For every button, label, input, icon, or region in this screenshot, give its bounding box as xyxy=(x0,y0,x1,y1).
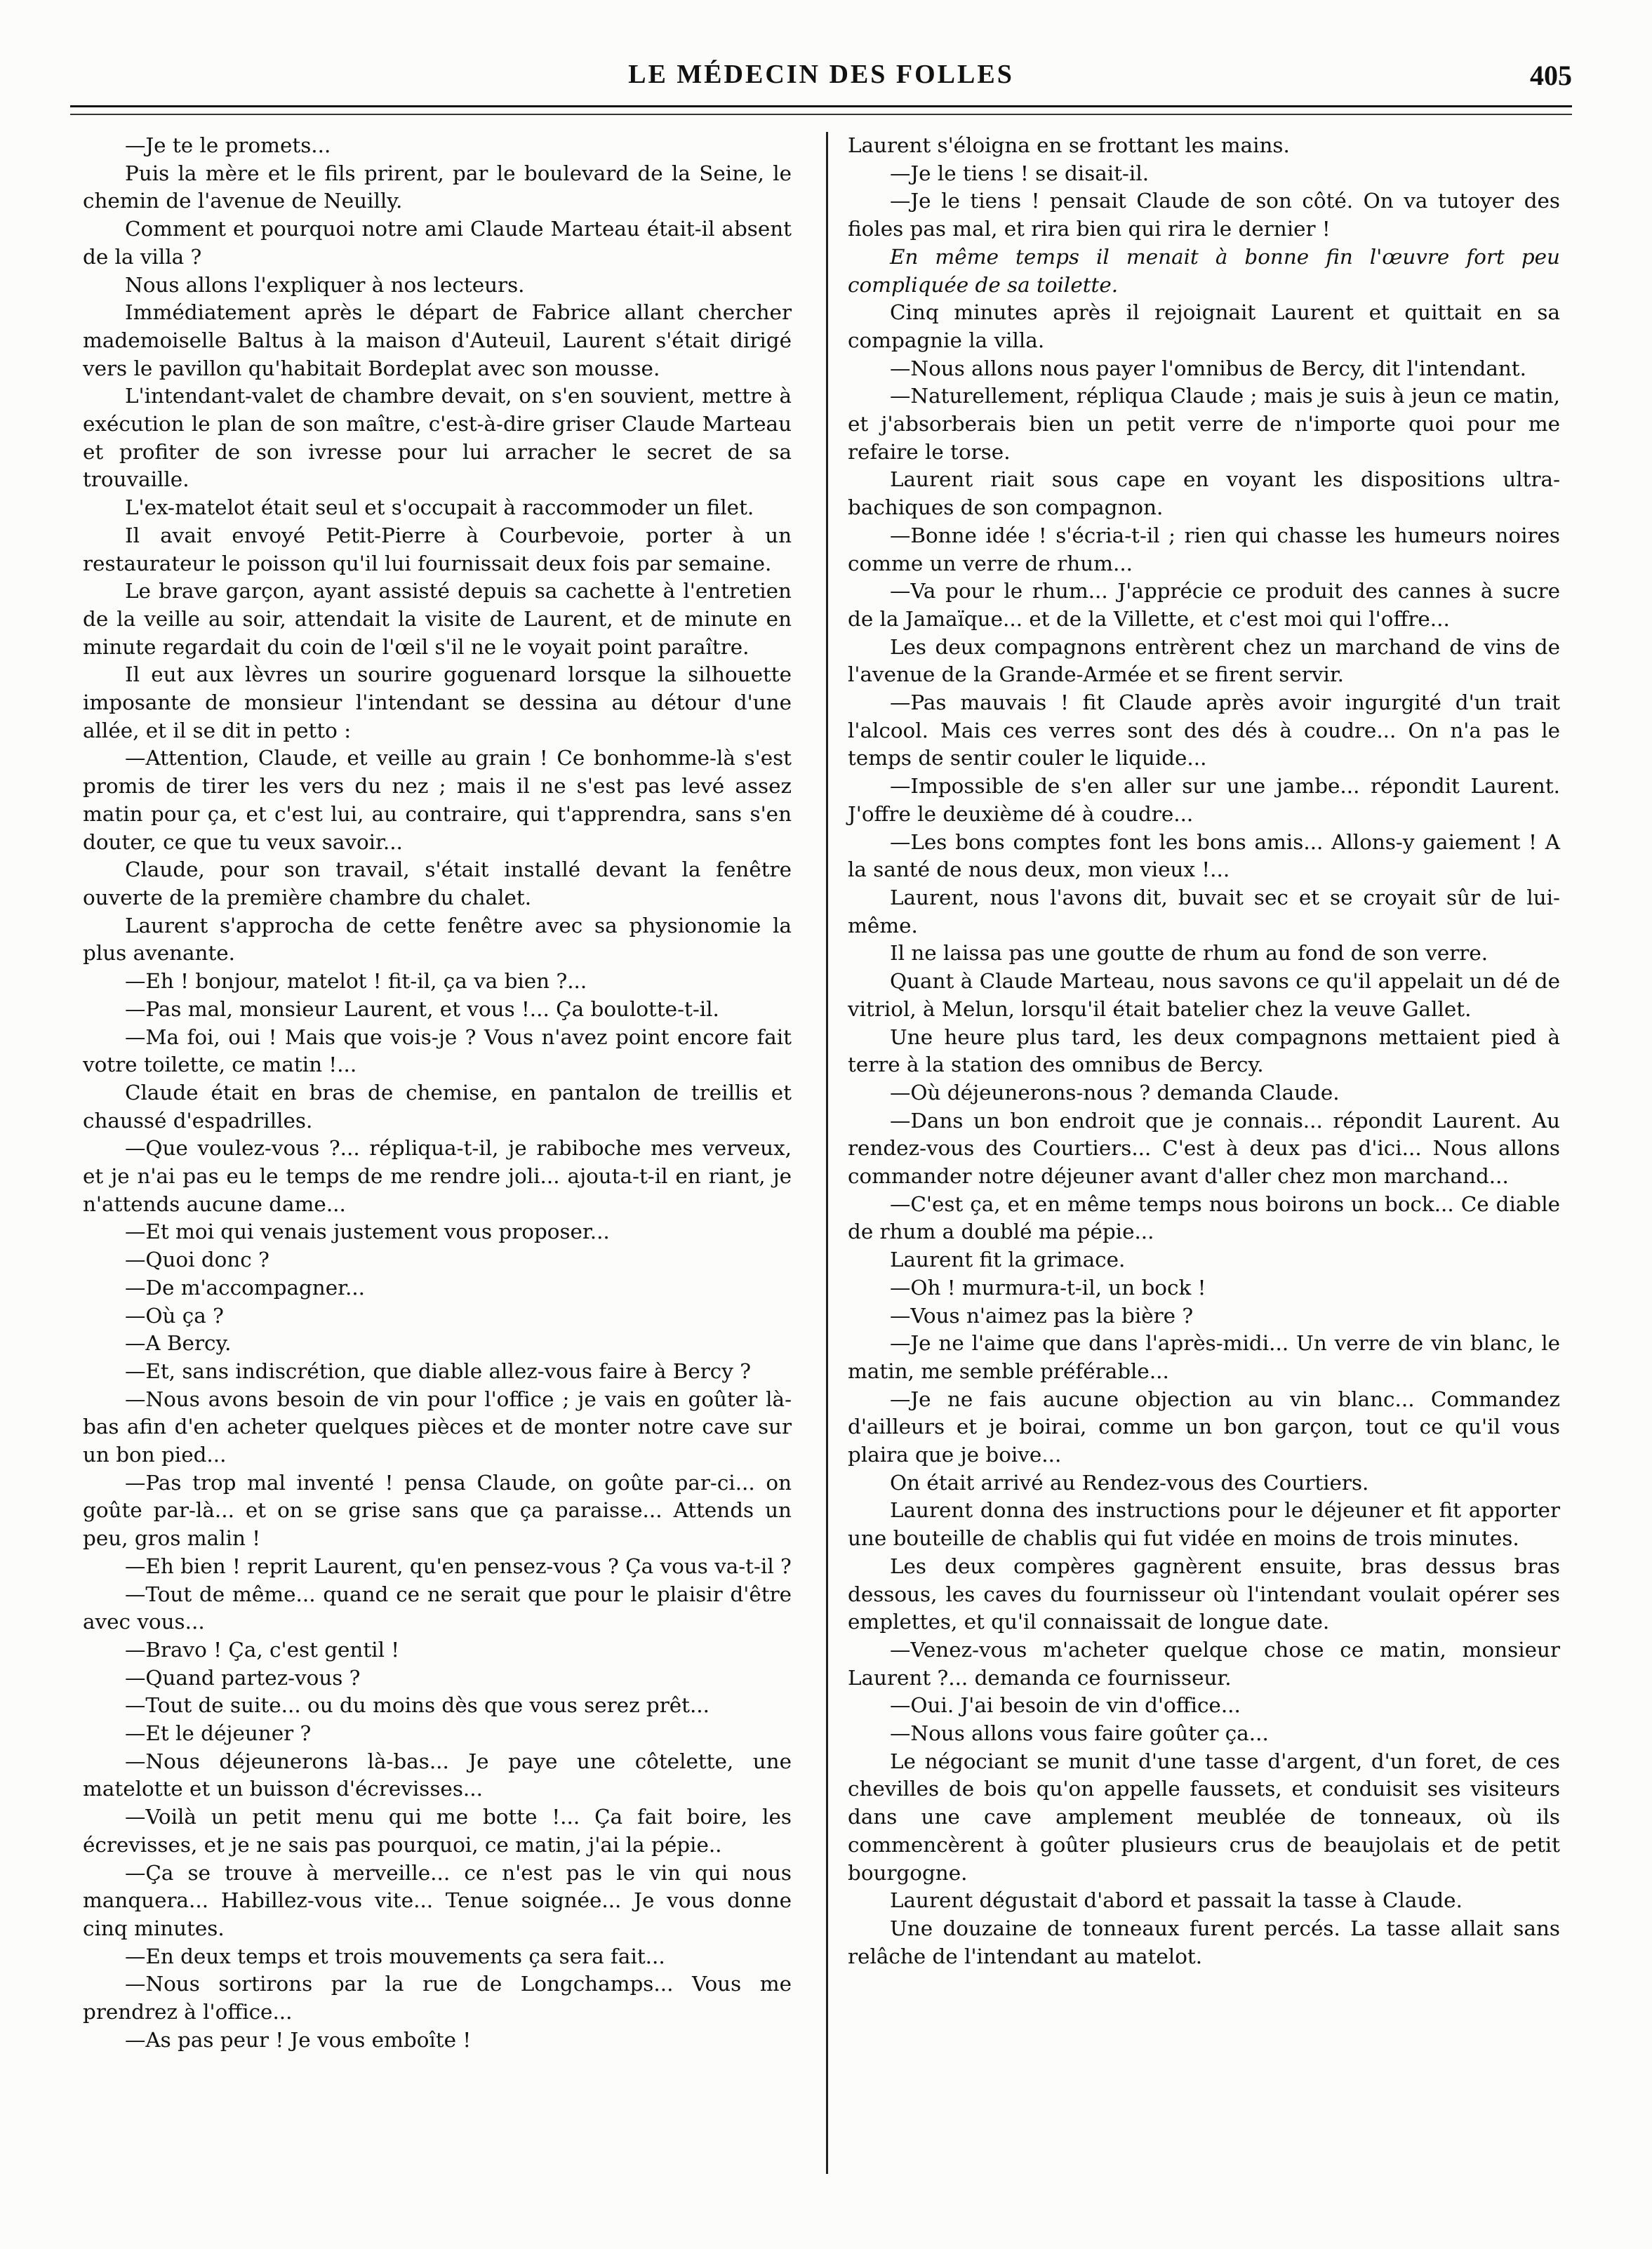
paragraph: Les deux compagnons entrèrent chez un marchand de vins de l'avenue de la Grande-Armée et se firent servir. xyxy=(848,634,1560,687)
column-divider xyxy=(826,132,828,2174)
paragraph: —Et le déjeuner ? xyxy=(125,1721,312,1746)
paragraph: Il avait envoyé Petit-Pierre à Courbevoie, porter à un restaurateur le poisson qu'il lui fournissait deux fois par semaine. xyxy=(83,523,792,575)
left-column xyxy=(83,132,792,2055)
paragraph: —Où ça ? xyxy=(125,1303,224,1328)
paragraph: —Oh ! murmura-t-il, un bock ! xyxy=(890,1275,1206,1300)
paragraph: —Et, sans indiscrétion, que diable allez-vous faire à Bercy ? xyxy=(125,1359,751,1383)
paragraph: —Où déjeunerons-nous ? demanda Claude. xyxy=(890,1080,1340,1105)
paragraph: —Vous n'aimez pas la bière ? xyxy=(890,1303,1194,1328)
paragraph: Puis la mère et le fils prirent, par le boulevard de la Seine, le chemin de l'avenue de Neuilly. xyxy=(83,161,792,213)
paragraph: —Ça se trouve à merveille... ce n'est pas le vin qui nous manquera... Habillez-vous vite... Tenue soignée... Je vous donne cinq minutes. xyxy=(83,1860,792,1940)
paragraph: Cinq minutes après il rejoignait Laurent et quittait en sa compagnie la villa. xyxy=(848,300,1560,352)
paragraph: —Nous avons besoin de vin pour l'office ; je vais en goûter là-bas afin d'en acheter quelques pièces et de monter notre cave sur un bon pied... xyxy=(83,1387,792,1467)
paragraph: —Ma foi, oui ! Mais que vois-je ? Vous n'avez point encore fait votre toilette, ce matin !... xyxy=(83,1025,792,1077)
paragraph: —C'est ça, et en même temps nous boirons un bock... Ce diable de rhum a doublé ma pépie... xyxy=(848,1192,1560,1244)
paragraph: —Les bons comptes font les bons amis... Allons-y gaiement ! A la santé de nous deux, mon vieux !... xyxy=(848,829,1560,882)
paragraph: —Dans un bon endroit que je connais... répondit Laurent. Au rendez-vous des Courtiers... C'est à deux pas d'ici... Nous allons commander notre déjeuner avant d'aller chez mon marchand... xyxy=(848,1108,1560,1189)
paragraph: Une douzaine de tonneaux furent percés. La tasse allait sans relâche de l'intendant au matelot. xyxy=(848,1916,1560,1968)
paragraph: Comment et pourquoi notre ami Claude Marteau était-il absent de la villa ? xyxy=(83,217,792,269)
paragraph: —Nous allons nous payer l'omnibus de Bercy, dit l'intendant. xyxy=(890,356,1526,380)
paragraph: Laurent, nous l'avons dit, buvait sec et se croyait sûr de lui-même. xyxy=(848,885,1560,937)
paragraph: L'intendant-valet de chambre devait, on s'en souvient, mettre à exécution le plan de son maître, c'est-à-dire griser Claude Marteau et profiter de son ivresse pour lui arracher le secret de sa trouvaille. xyxy=(83,384,792,492)
paragraph: —Quand partez-vous ? xyxy=(125,1665,361,1690)
paragraph: —Que voulez-vous ?... répliqua-t-il, je rabiboche mes verveux, et je n'ai pas eu le temps de me rendre joli... ajouta-t-il en riant, je n'attends aucune dame... xyxy=(83,1136,792,1216)
paragraph: Claude, pour son travail, s'était installé devant la fenêtre ouverte de la première chambre du chalet. xyxy=(83,857,792,909)
paragraph: Claude était en bras de chemise, en pantalon de treillis et chaussé d'espadrilles. xyxy=(83,1080,792,1133)
paragraph: Laurent s'éloigna en se frottant les mains. xyxy=(848,133,1290,157)
page-number: 405 xyxy=(1530,60,1572,91)
paragraph: —Bravo ! Ça, c'est gentil ! xyxy=(125,1637,400,1662)
paragraph: Laurent donna des instructions pour le déjeuner et fit apporter une bouteille de chablis qui fut vidée en moins de trois minutes. xyxy=(848,1498,1560,1551)
paragraph: —Pas trop mal inventé ! pensa Claude, on goûte par-ci... on goûte par-là... et on se grise sans que ça paraisse... Attends un peu, gros malin ! xyxy=(83,1470,792,1551)
paragraph: Une heure plus tard, les deux compagnons mettaient pied à terre à la station des omnibus de Bercy. xyxy=(848,1025,1560,1077)
paragraph: —Je te le promets... xyxy=(125,133,331,157)
paragraph: Il eut aux lèvres un sourire goguenard lorsque la silhouette imposante de monsieur l'intendant se dessina au détour d'une allée, et il se dit in petto : xyxy=(83,662,792,742)
paragraph: —Eh bien ! reprit Laurent, qu'en pensez-vous ? Ça vous va-t-il ? xyxy=(125,1554,792,1578)
paragraph: Laurent dégustait d'abord et passait la tasse à Claude. xyxy=(890,1888,1463,1913)
paragraph: —Tout de suite... ou du moins dès que vous serez prêt... xyxy=(125,1693,710,1718)
paragraph: —Je ne l'aime que dans l'après-midi... Un verre de vin blanc, le matin, me semble préférable... xyxy=(848,1331,1560,1383)
paragraph: —Je le tiens ! pensait Claude de son côté. On va tutoyer des fioles pas mal, et rira bien qui rira le dernier ! xyxy=(848,189,1560,241)
paragraph: —Voilà un petit menu qui me botte !... Ça fait boire, les écrevisses, et je ne sais pas pourquoi, ce matin, j'ai la pépie.. xyxy=(83,1805,792,1857)
running-title: LE MÉDECIN DES FOLLES xyxy=(628,60,1014,89)
paragraph: —Pas mal, monsieur Laurent, et vous !... Ça boulotte-t-il. xyxy=(125,996,719,1021)
paragraph: —A Bercy. xyxy=(125,1331,232,1356)
paragraph: —En deux temps et trois mouvements ça sera fait... xyxy=(125,1944,665,1968)
paragraph: Laurent s'approcha de cette fenêtre avec sa physionomie la plus avenante. xyxy=(83,913,792,966)
paragraph: —Bonne idée ! s'écria-t-il ; rien qui chasse les humeurs noires comme un verre de rhum... xyxy=(848,523,1560,575)
paragraph: L'ex-matelot était seul et s'occupait à raccommoder un filet. xyxy=(125,495,754,520)
paragraph: —As pas peur ! Je vous emboîte ! xyxy=(125,2027,472,2052)
paragraph: Le négociant se munit d'une tasse d'argent, d'un foret, de ces chevilles de bois qu'on appelle faussets, et conduisit ses visiteurs dans une cave amplement meublée de tonneaux, où ils commencèrent à goûter plusieurs crus de beaujolais et de petit bourgogne. xyxy=(848,1749,1560,1885)
paragraph: Il ne laissa pas une goutte de rhum au fond de son verre. xyxy=(890,941,1488,966)
paragraph: —Venez-vous m'acheter quelque chose ce matin, monsieur Laurent ?... demanda ce fournisseur. xyxy=(848,1637,1560,1690)
paragraph: —Nous allons vous faire goûter ça... xyxy=(890,1721,1269,1746)
paragraph: —Et moi qui venais justement vous proposer... xyxy=(125,1220,610,1244)
paragraph: —Impossible de s'en aller sur une jambe... répondit Laurent. J'offre le deuxième dé à coudre... xyxy=(848,774,1560,826)
paragraph: —Nous sortirons par la rue de Longchamps... Vous me prendrez à l'office... xyxy=(83,1972,792,2024)
paragraph: —Pas mauvais ! fit Claude après avoir ingurgité d'un trait l'alcool. Mais ces verres sont des dés à coudre... On n'a pas le temps de sentir couler le liquide... xyxy=(848,690,1560,770)
paragraph: On était arrivé au Rendez-vous des Courtiers. xyxy=(890,1470,1369,1495)
paragraph: En même temps il menait à bonne fin l'œuvre fort peu compliquée de sa toilette. xyxy=(848,244,1560,297)
paragraph: —Eh ! bonjour, matelot ! fit-il, ça va bien ?... xyxy=(125,969,587,994)
paragraph: —Attention, Claude, et veille au grain ! Ce bonhomme-là s'est promis de tirer les vers du nez ; mais il ne s'est pas levé assez matin pour ça, et c'est lui, au contraire, qui t'apprendra, sans s'en douter, ce que tu veux savoir... xyxy=(83,746,792,854)
paragraph: Le brave garçon, ayant assisté depuis sa cachette à l'entretien de la veille au soir, attendait la visite de Laurent, et de minute en minute regardait du coin de l'œil s'il ne le voyait point paraître. xyxy=(83,579,792,659)
paragraph: —Va pour le rhum... J'apprécie ce produit des cannes à sucre de la Jamaïque... et de la Villette, et c'est moi qui l'offre... xyxy=(848,579,1560,631)
paragraph: Les deux compères gagnèrent ensuite, bras dessus bras dessous, les caves du fournisseur où l'intendant voulait opérer ses emplettes, et qu'il connaissait de longue date. xyxy=(848,1554,1560,1634)
paragraph: Immédiatement après le départ de Fabrice allant chercher mademoiselle Baltus à la maison d'Auteuil, Laurent s'était dirigé vers le pavillon qu'habitait Bordeplat avec son mousse. xyxy=(83,300,792,380)
paragraph: —Tout de même... quand ce ne serait que pour le plaisir d'être avec vous... xyxy=(83,1582,792,1634)
paragraph: —Je le tiens ! se disait-il. xyxy=(890,161,1150,185)
right-column xyxy=(848,132,1560,1970)
paragraph: —Je ne fais aucune objection au vin blanc... Commandez d'ailleurs et je boirai, comme un bon garçon, tout ce qu'il vous plaira que je boive... xyxy=(848,1387,1560,1467)
paragraph: —Naturellement, répliqua Claude ; mais je suis à jeun ce matin, et j'absorberais bien un petit verre de n'importe quoi pour me refaire le torse. xyxy=(848,384,1560,464)
paragraph: Nous allons l'expliquer à nos lecteurs. xyxy=(125,272,525,297)
paragraph: —Nous déjeunerons là-bas... Je paye une côtelette, une matelotte et un buisson d'écrevisses... xyxy=(83,1749,792,1801)
paragraph: Quant à Claude Marteau, nous savons ce qu'il appelait un dé de vitriol, à Melun, lorsqu'il était batelier chez la veuve Gallet. xyxy=(848,969,1560,1021)
paragraph: —De m'accompagner... xyxy=(125,1275,365,1300)
paragraph: —Quoi donc ? xyxy=(125,1248,269,1272)
paragraph: —Oui. J'ai besoin de vin d'office... xyxy=(890,1693,1241,1718)
page-header xyxy=(70,59,1572,108)
header-rule xyxy=(70,105,1572,115)
paragraph: Laurent riait sous cape en voyant les dispositions ultra-bachiques de son compagnon. xyxy=(848,467,1560,520)
paragraph: Laurent fit la grimace. xyxy=(890,1248,1126,1272)
